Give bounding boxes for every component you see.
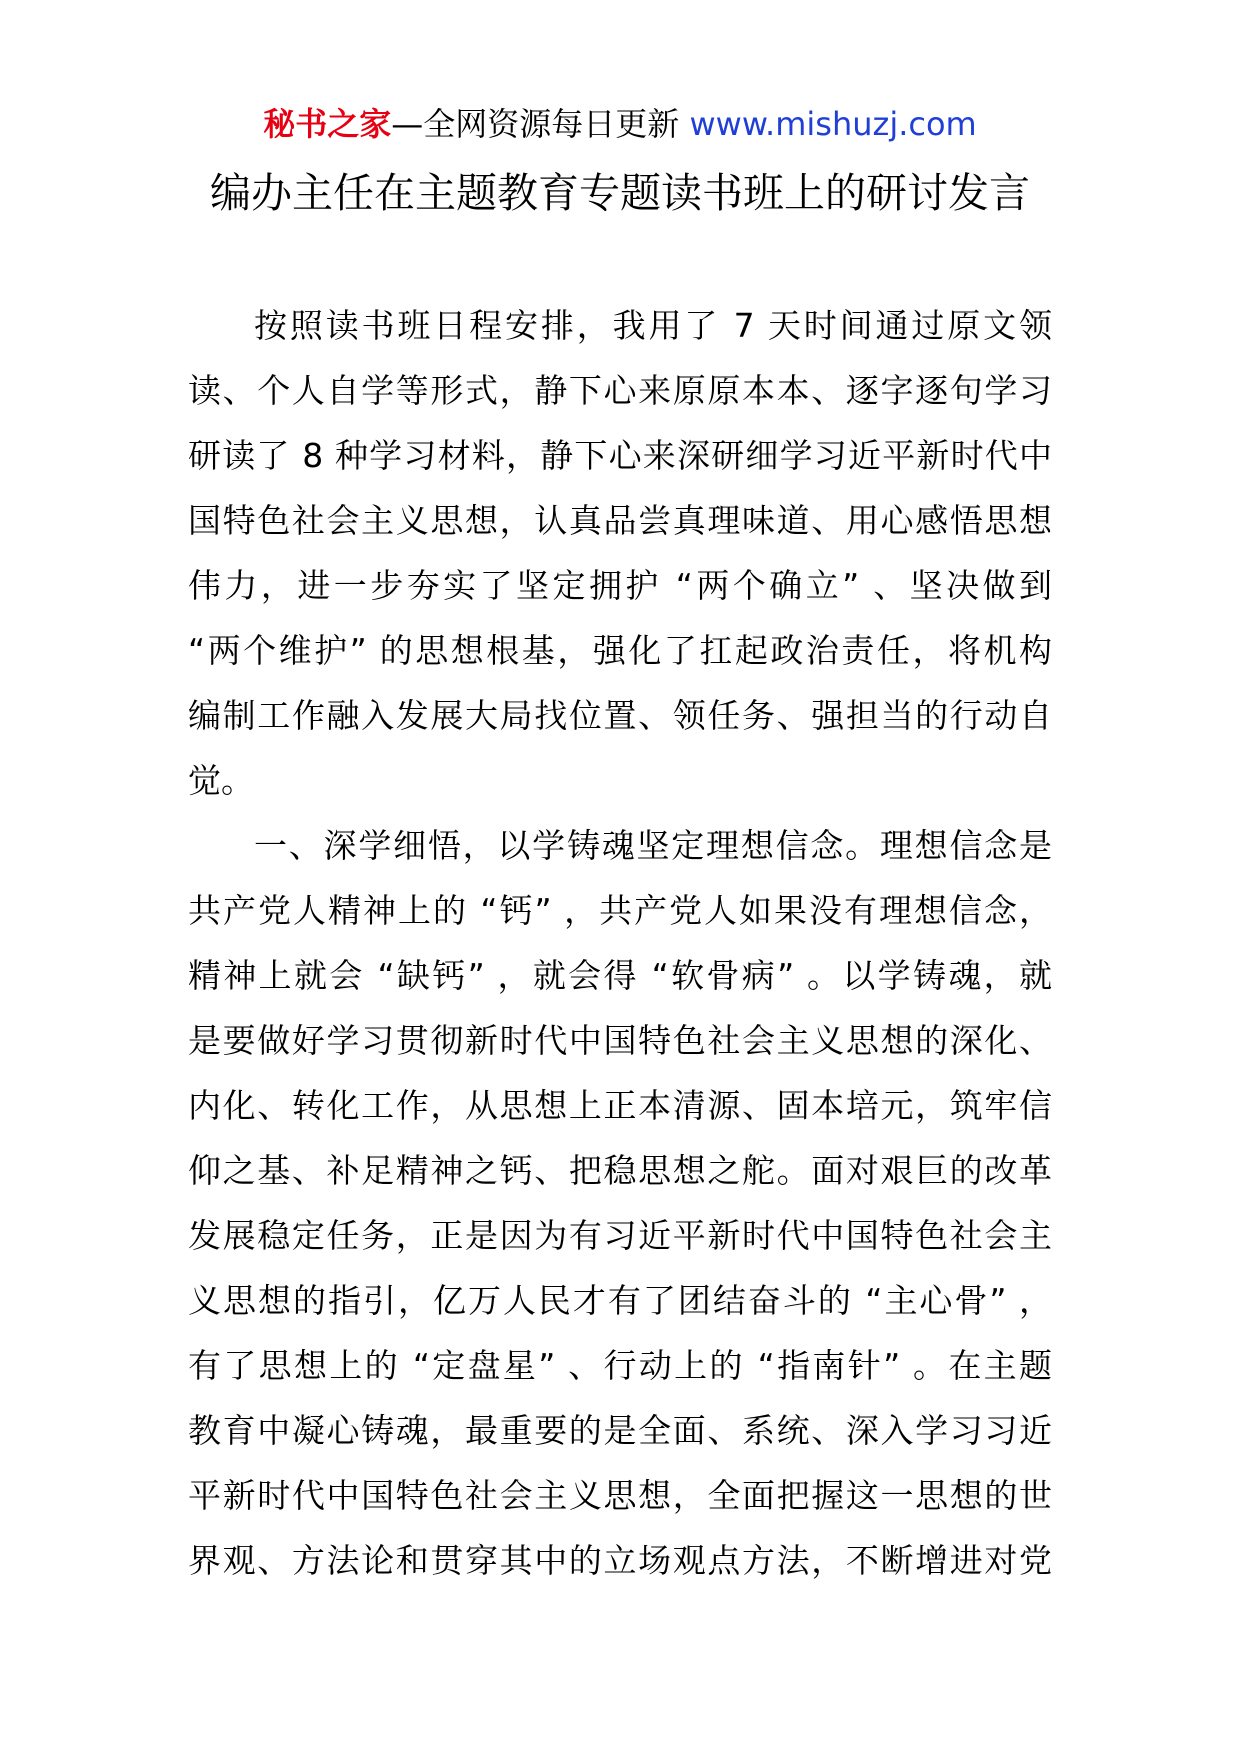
text-line: 内化、转化工作，从思想上正本清源、固本培元，筑牢信 [188, 1086, 1052, 1125]
text-line: 发展稳定任务，正是因为有习近平新时代中国特色社会主 [188, 1216, 1052, 1255]
site-header [0, 102, 1240, 146]
text-line: 国特色社会主义思想，认真品尝真理味道、用心感悟思想 [188, 501, 1052, 540]
text-line: 是要做好学习贯彻新时代中国特色社会主义思想的深化、 [188, 1021, 1052, 1060]
text-line: 精神上就会 “缺钙” ，就会得 “软骨病” 。以学铸魂，就 [188, 956, 1052, 995]
paragraph-1 [188, 293, 1052, 813]
paragraph-2 [188, 813, 1052, 1593]
text-line: 教育中凝心铸魂，最重要的是全面、系统、深入学习习近 [188, 1411, 1052, 1450]
text-line: “两个维护” 的思想根基，强化了扛起政治责任，将机构 [188, 631, 1052, 670]
text-line: 按照读书班日程安排，我用了 7 天时间通过原文领 [254, 306, 1052, 345]
text-line: 仰之基、补足精神之钙、把稳思想之舵。面对艰巨的改革 [188, 1151, 1052, 1190]
header-tagline: —全网资源每日更新 [391, 105, 680, 143]
document-body [188, 293, 1052, 1593]
text-line: 编制工作融入发展大局找位置、领任务、强担当的行动自 [188, 696, 1052, 735]
text-line: 读、个人自学等形式，静下心来原原本本、逐字逐句学习 [188, 371, 1052, 410]
text-line: 义思想的指引，亿万人民才有了团结奋斗的 “主心骨” ， [188, 1281, 1052, 1320]
text-line: 一、深学细悟，以学铸魂坚定理想信念。理想信念是 [254, 826, 1052, 865]
brand-name: 秘书之家 [263, 105, 392, 143]
text-line: 研读了 8 种学习材料，静下心来深研细学习近平新时代中 [188, 436, 1052, 475]
text-line: 伟力，进一步夯实了坚定拥护 “两个确立” 、坚决做到 [188, 566, 1052, 605]
text-line: 觉。 [188, 761, 254, 800]
site-url: www.mishuzj.com [689, 105, 977, 143]
text-line: 界观、方法论和贯穿其中的立场观点方法，不断增进对党 [188, 1541, 1052, 1580]
text-line: 有了思想上的 “定盘星” 、行动上的 “指南针” 。在主题 [188, 1346, 1052, 1385]
text-line: 平新时代中国特色社会主义思想，全面把握这一思想的世 [188, 1476, 1052, 1515]
document-title: 编办主任在主题教育专题读书班上的研讨发言 [210, 169, 1030, 217]
text-line: 共产党人精神上的 “钙” ，共产党人如果没有理想信念， [188, 891, 1052, 930]
